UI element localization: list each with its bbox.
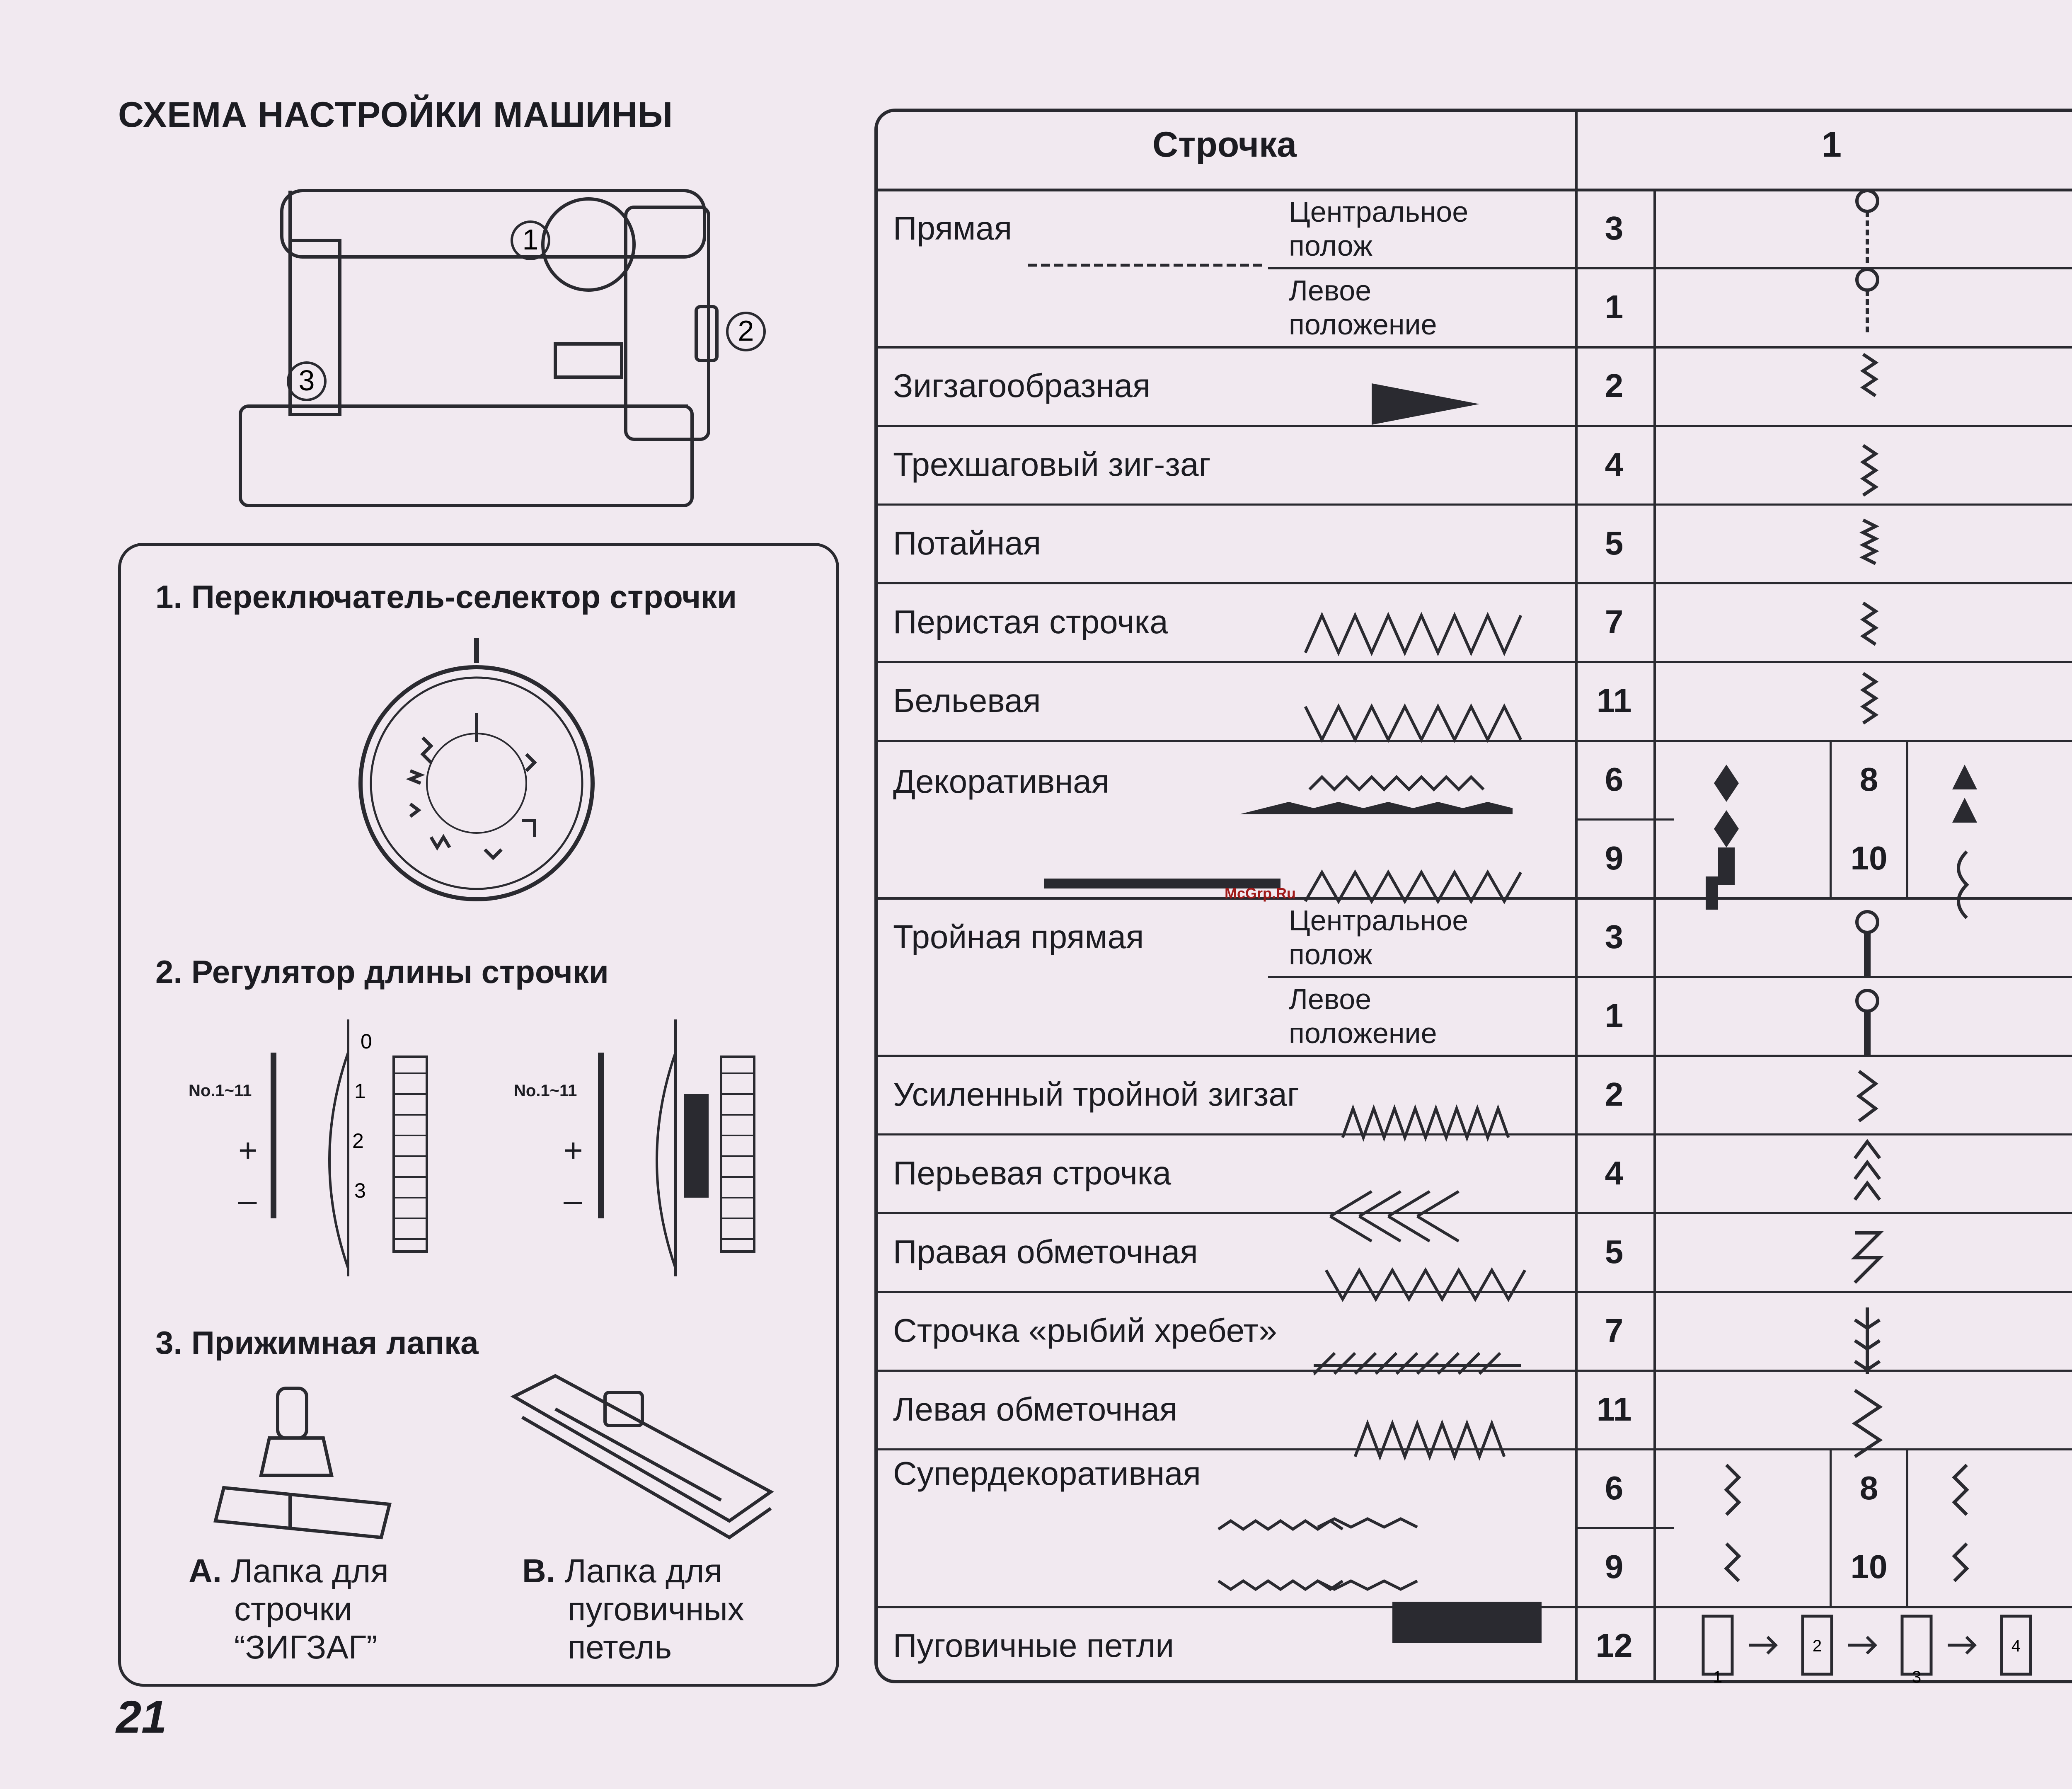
stitch-number: 3 xyxy=(1605,918,1624,955)
stitch-name: Левая обметочная xyxy=(893,1391,1178,1428)
foot-a-line2: строчки xyxy=(234,1590,353,1627)
zigzag-foot-icon xyxy=(207,1380,406,1554)
stitch-number-alt: 10 xyxy=(1850,840,1888,876)
stitch-number: 7 xyxy=(1605,1312,1624,1349)
length-range-label-b: No.1~11 xyxy=(514,1082,577,1100)
callout-3-label: 3 xyxy=(298,364,315,397)
stitch-number: 4 xyxy=(1605,446,1624,483)
tick-2: 2 xyxy=(352,1129,364,1152)
stitch-diagrams xyxy=(1656,189,2072,1606)
foot-b-line3: петель xyxy=(568,1629,672,1666)
tick-1: 1 xyxy=(354,1080,366,1103)
selector-title: 1. Переключатель-селектор строчки xyxy=(155,579,737,615)
stitch-name: Прямая xyxy=(893,210,1012,247)
stitch-number: 1 xyxy=(1605,997,1624,1034)
minus-sign-a: – xyxy=(238,1181,257,1218)
stitch-number: 3 xyxy=(1605,210,1624,247)
callout-1-label: 1 xyxy=(522,223,539,256)
stitch-number: 5 xyxy=(1605,525,1624,562)
page-title: СХЕМА НАСТРОЙКИ МАШИНЫ xyxy=(118,95,673,135)
stitch-name: Усиленный тройной зигзаг xyxy=(893,1076,1299,1113)
stitch-name: Супердекоративная xyxy=(893,1455,1201,1492)
stitch-number: 6 xyxy=(1605,1469,1624,1506)
bh-step-2: 2 xyxy=(1812,1637,1822,1655)
watermark: McGrp.Ru xyxy=(1225,885,1296,902)
buttonhole-steps xyxy=(1699,1608,2072,1686)
stitch-name: Перьевая строчка xyxy=(893,1155,1172,1191)
stitch-number: 6 xyxy=(1605,761,1624,798)
stitch-number: 1 xyxy=(1605,288,1624,325)
length-dial-a xyxy=(265,1011,439,1293)
sewing-machine-illustration xyxy=(232,157,779,530)
stitch-name: Перистая строчка xyxy=(893,603,1168,640)
stitch-number: 9 xyxy=(1605,840,1624,876)
stitch-number: 11 xyxy=(1596,682,1632,719)
foot-b-line1: Лапка для xyxy=(564,1552,722,1589)
page-number: 21 xyxy=(116,1692,167,1743)
foot-b-letter: В. xyxy=(522,1552,555,1589)
length-title: 2. Регулятор длины строчки xyxy=(155,954,609,990)
foot-b-line2: пуговичных xyxy=(568,1590,744,1627)
stitch-name: Пуговичные петли xyxy=(893,1627,1174,1664)
stitch-name: Тройная прямая xyxy=(893,918,1144,955)
foot-a-line1: Лапка для xyxy=(231,1552,389,1589)
foot-a-letter: А. xyxy=(189,1552,222,1589)
col-divider-num xyxy=(1575,109,1578,1683)
position-label: Левое положение xyxy=(1289,983,1437,1049)
tick-3: 3 xyxy=(354,1179,366,1202)
plus-sign-a: + xyxy=(238,1132,258,1169)
buttonhole-foot-icon xyxy=(506,1363,779,1554)
stitch-number: 5 xyxy=(1605,1233,1624,1270)
stitch-name: Зигзагообразная xyxy=(893,367,1151,404)
stitch-number: 2 xyxy=(1605,1076,1624,1113)
foot-a-caption xyxy=(189,1552,389,1666)
header-stitch: Строчка xyxy=(1152,125,1297,165)
stitch-number: 4 xyxy=(1605,1155,1624,1191)
stitch-name: Бельевая xyxy=(893,682,1041,719)
callout-2-label: 2 xyxy=(738,315,754,347)
minus-sign-b: – xyxy=(564,1181,582,1218)
stitch-number: 9 xyxy=(1605,1548,1624,1585)
stitch-name: Потайная xyxy=(893,525,1041,562)
position-label: Центральное полож xyxy=(1289,904,1469,971)
stitch-name: Трехшаговый зиг-заг xyxy=(893,446,1211,483)
length-dial-b xyxy=(593,1011,767,1293)
stitch-number: 7 xyxy=(1605,603,1624,640)
position-label: Центральное полож xyxy=(1289,196,1469,262)
bh-step-1: 1 xyxy=(1713,1668,1723,1686)
length-range-label-a: No.1~11 xyxy=(189,1082,252,1100)
position-label: Левое положение xyxy=(1289,274,1437,341)
stitch-name: Декоративная xyxy=(893,763,1110,800)
tick-0: 0 xyxy=(361,1030,372,1053)
bh-step-3: 3 xyxy=(1912,1668,1922,1686)
plus-sign-b: + xyxy=(564,1132,583,1169)
header-col1: 1 xyxy=(1822,125,1842,165)
stitch-number: 11 xyxy=(1596,1391,1632,1428)
stitch-number-alt: 8 xyxy=(1859,1469,1878,1506)
stitch-name: Строчка «рыбий хребет» xyxy=(893,1312,1277,1349)
foot-b-caption xyxy=(522,1552,744,1666)
stitch-number: 12 xyxy=(1595,1627,1633,1664)
stitch-name: Правая обметочная xyxy=(893,1233,1198,1270)
stitch-number-alt: 10 xyxy=(1850,1548,1888,1585)
foot-title: 3. Прижимная лапка xyxy=(155,1324,479,1361)
stitch-selector-dial xyxy=(348,630,605,912)
stitch-number-alt: 8 xyxy=(1859,761,1878,798)
stitch-number: 2 xyxy=(1605,367,1624,404)
bh-step-4: 4 xyxy=(2011,1637,2021,1655)
foot-a-line3: “ЗИГЗАГ” xyxy=(234,1629,378,1666)
